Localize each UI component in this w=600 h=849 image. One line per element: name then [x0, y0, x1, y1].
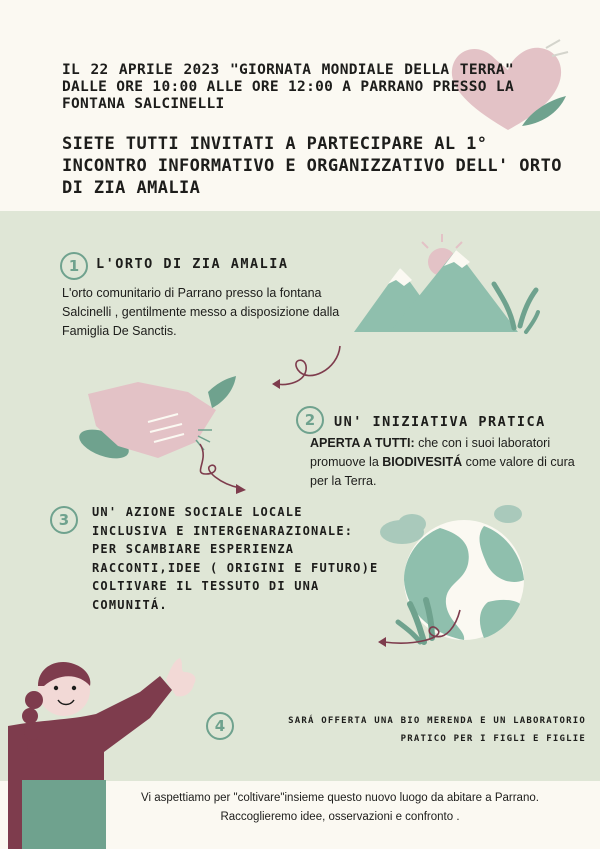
arrow-icon: [190, 440, 255, 495]
event-announcement: IL 22 APRILE 2023 "GIORNATA MONDIALE DELLA TERRA" DALLE ORE 10:00 ALLE ORE 12:00 A PARRANO PRESSO LA FONTANA SALCINELLI: [62, 62, 514, 112]
step-number-2: 2: [296, 406, 324, 434]
arrow-icon: [268, 340, 348, 395]
footer-line-2: Raccoglieremo idee, osservazioni e confronto .: [220, 811, 460, 823]
section-1-text: L'orto comunitario di Parrano presso la fontana Salcinelli , gentilmente messo a disposizione dalla Famiglia De Sanctis.: [62, 286, 340, 338]
step-number-4: 4: [206, 712, 234, 740]
footer-line-1: Vi aspettiamo per "coltivare"insieme questo nuovo luogo da abitare a Parrano.: [141, 792, 539, 804]
section-3-text: UN' AZIONE SOCIALE LOCALE INCLUSIVA E INTERGENARAZIONALE: PER SCAMBIARE ESPERIENZA RACCONTI,IDEE ( ORIGINI E FUTURO)E COLTIVARE IL TESSUTO DI UNA COMUNITÁ.: [92, 505, 379, 612]
step-number-1: 1: [60, 252, 88, 280]
section-4-text: [236, 712, 586, 748]
section-2-text: [310, 434, 595, 491]
section-4-line-2: PRATICO PER I FIGLI E FIGLIE: [400, 734, 586, 744]
section-2-text-2: come valore di cura per la Terra.: [310, 455, 575, 488]
mountains-icon: [350, 228, 540, 338]
footer-text: [90, 789, 590, 827]
section-2-bold-2: BIODIVESITÁ: [382, 455, 463, 469]
section-2-title: UN' INIZIATIVA PRATICA: [334, 414, 546, 430]
section-2-text-1: che con i suoi laboratori promuove la: [310, 436, 551, 469]
arrow-icon: [374, 606, 469, 651]
invitation-heading: SIETE TUTTI INVITATI A PARTECIPARE AL 1° INCONTRO INFORMATIVO E ORGANIZZATIVO DELL' ORTO DI ZIA AMALIA: [62, 134, 562, 198]
section-2-bold-1: APERTA A TUTTI:: [310, 436, 415, 450]
section-1-title: L'ORTO DI ZIA AMALIA: [96, 256, 289, 272]
section-4-line-1: SARÁ OFFERTA UNA BIO MERENDA E UN LABORATORIO: [288, 716, 586, 726]
step-number-3: 3: [50, 506, 78, 534]
